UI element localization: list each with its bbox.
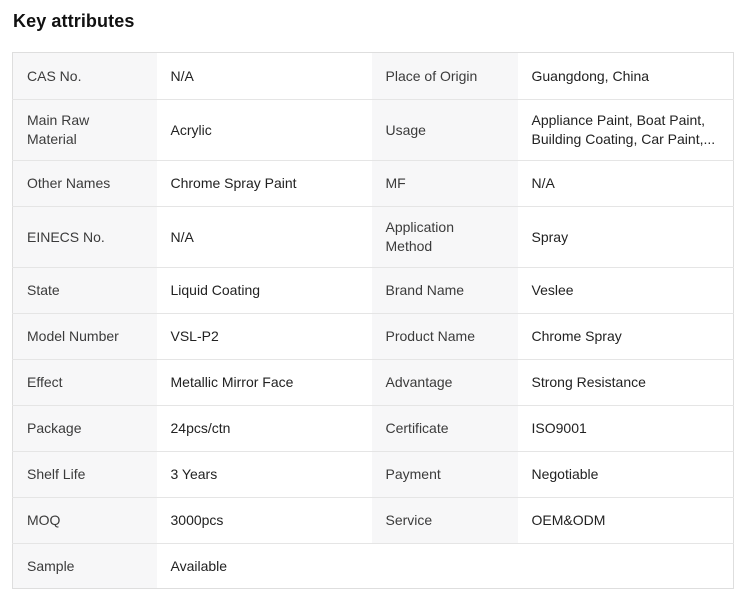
attr-label: CAS No.	[13, 53, 157, 100]
attr-value: Guangdong, China	[518, 53, 734, 100]
attr-label: Application Method	[372, 207, 518, 268]
attr-value: N/A	[157, 53, 372, 100]
attr-label: Product Name	[372, 314, 518, 360]
attr-label: Certificate	[372, 406, 518, 452]
attr-label: Usage	[372, 100, 518, 161]
attr-value: OEM&ODM	[518, 498, 734, 544]
attr-label: Package	[13, 406, 157, 452]
attr-value: Chrome Spray Paint	[157, 161, 372, 207]
attr-label: Payment	[372, 452, 518, 498]
attr-value: Liquid Coating	[157, 268, 372, 314]
attr-label: MOQ	[13, 498, 157, 544]
attr-value: Appliance Paint, Boat Paint, Building Coating, Car Paint,...	[518, 100, 734, 161]
table-row	[13, 314, 734, 360]
attr-value: Strong Resistance	[518, 360, 734, 406]
attr-label: Brand Name	[372, 268, 518, 314]
attr-value: Acrylic	[157, 100, 372, 161]
table-row	[13, 161, 734, 207]
attr-label: Sample	[13, 544, 157, 589]
attr-label: Service	[372, 498, 518, 544]
attr-value: N/A	[157, 207, 372, 268]
attr-value: ISO9001	[518, 406, 734, 452]
attr-value: 24pcs/ctn	[157, 406, 372, 452]
attr-value: 3000pcs	[157, 498, 372, 544]
attr-label: EINECS No.	[13, 207, 157, 268]
attr-value: N/A	[518, 161, 734, 207]
attr-label: Advantage	[372, 360, 518, 406]
table-row	[13, 406, 734, 452]
table-row	[13, 100, 734, 161]
attr-value: 3 Years	[157, 452, 372, 498]
attr-value: Spray	[518, 207, 734, 268]
table-row	[13, 498, 734, 544]
table-row	[13, 360, 734, 406]
page-title: Key attributes	[13, 11, 135, 31]
attr-label: Main Raw Material	[13, 100, 157, 161]
attributes-table	[12, 52, 734, 589]
attr-value: Negotiable	[518, 452, 734, 498]
attr-label: Other Names	[13, 161, 157, 207]
attr-label: Shelf Life	[13, 452, 157, 498]
attr-value: Veslee	[518, 268, 734, 314]
attr-value: Available	[157, 544, 734, 589]
attr-label: Place of Origin	[372, 53, 518, 100]
table-row	[13, 452, 734, 498]
attr-label: Effect	[13, 360, 157, 406]
attr-label: MF	[372, 161, 518, 207]
table-row	[13, 207, 734, 268]
attr-label: Model Number	[13, 314, 157, 360]
attr-value: Chrome Spray	[518, 314, 734, 360]
table-row	[13, 268, 734, 314]
attr-value: Metallic Mirror Face	[157, 360, 372, 406]
table-row	[13, 544, 734, 589]
attr-value: VSL-P2	[157, 314, 372, 360]
table-row	[13, 53, 734, 100]
attr-label: State	[13, 268, 157, 314]
